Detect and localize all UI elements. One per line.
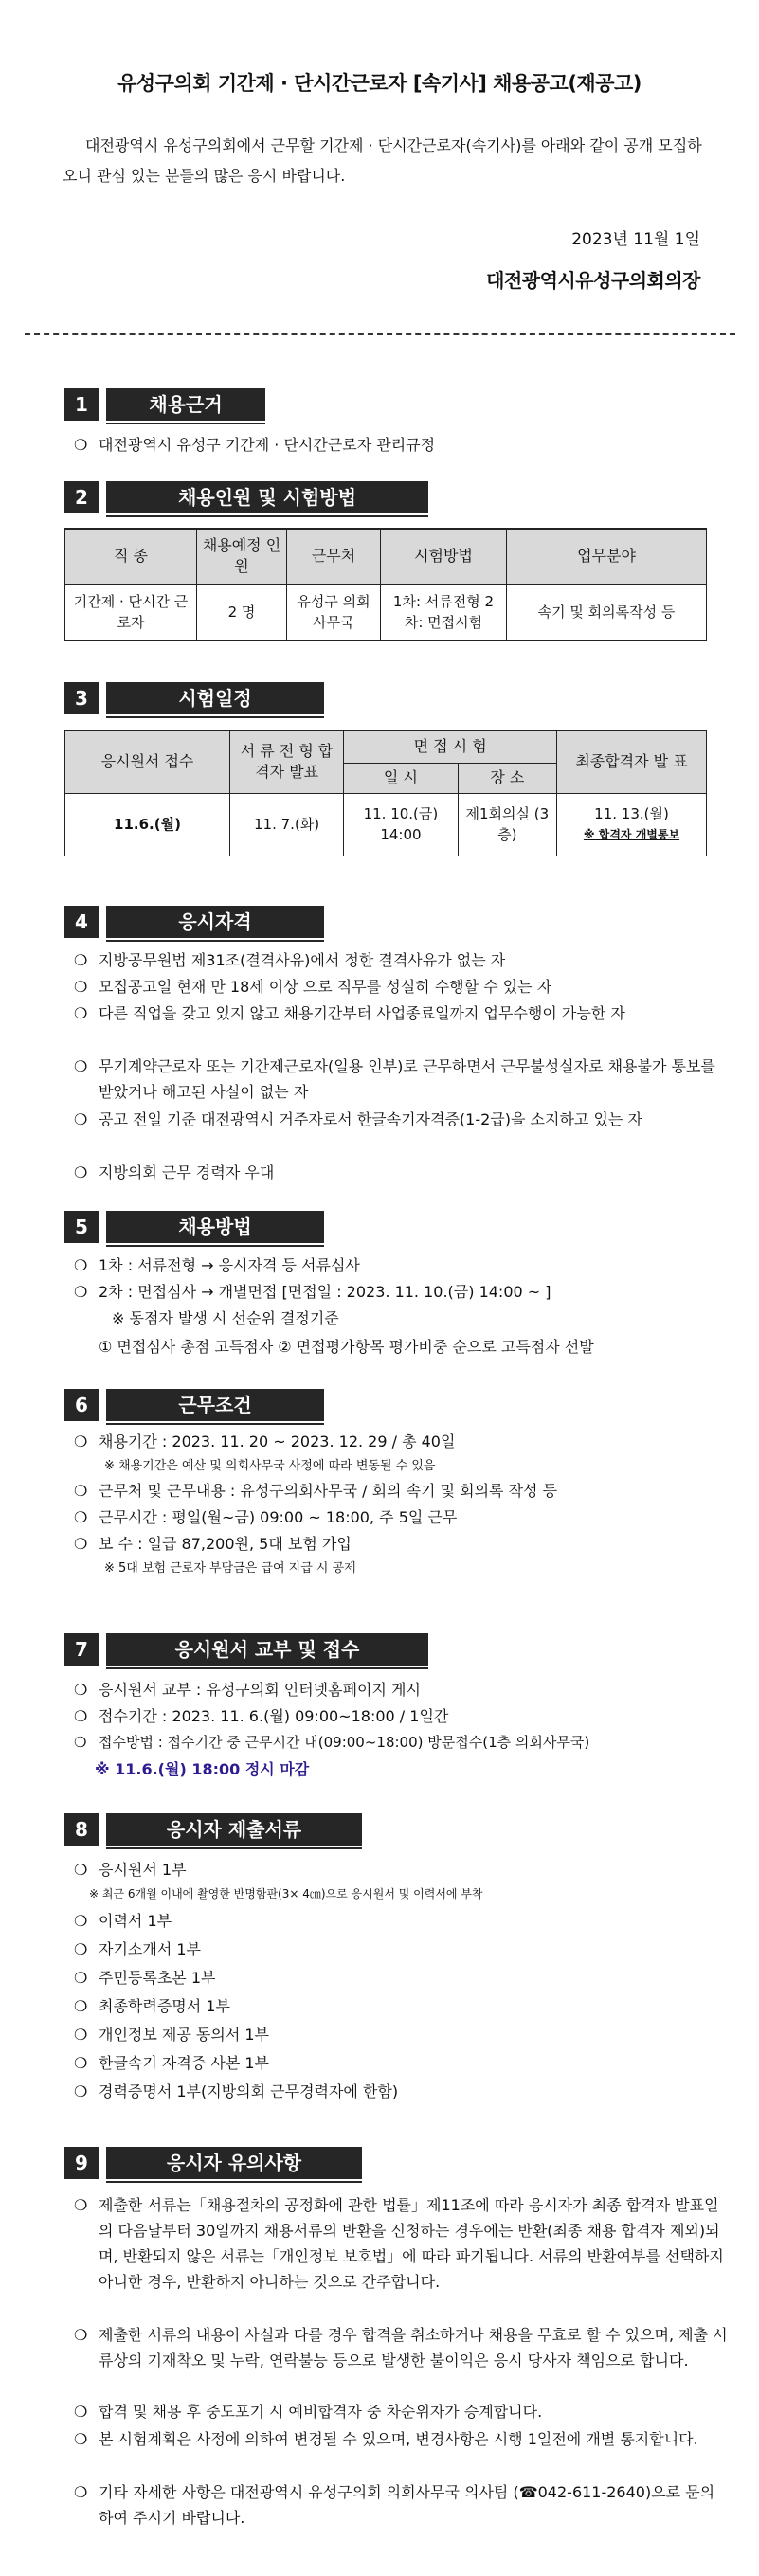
bullet-icon: ❍ [74,1057,88,1075]
section-title: 채용인원 및 시험방법 [106,481,428,513]
list-item: ❍ 모집공고일 현재 만 18세 이상 으로 직무를 성실히 수행할 수 있는 자 [74,974,728,1000]
bullet-icon: ❍ [74,1681,88,1699]
bullet-icon: ❍ [74,1734,87,1751]
table-cell: 유성구 의회사무국 [287,584,381,640]
list-item: ❍ 접수기간 : 2023. 11. 6.(월) 09:00~18:00 / 1일간 [74,1703,728,1729]
list-item: ❍ 채용기간 : 2023. 11. 20 ~ 2023. 12. 29 / 총 40일 [74,1429,728,1454]
list-item: ❍ 본 시험계획은 사정에 의하여 변경될 수 있으며, 변경사항은 시행 1일전에 개별 통지합니다. [74,2426,728,2452]
bullet-icon: ❍ [74,1432,88,1450]
section-title: 응시원서 교부 및 접수 [106,1633,428,1666]
bullet-icon: ❍ [74,1861,88,1879]
announcement-date: 2023년 11월 1일 [571,230,700,249]
table-header: 시험방법 [381,529,507,584]
schedule-table [64,730,707,856]
table-cell: 11.6.(월) [65,793,230,856]
bullet-icon: ❍ [74,1912,88,1930]
bullet-icon: ❍ [74,1482,88,1500]
section-title: 응시자 유의사항 [106,2147,362,2179]
section-number: 5 [64,1211,99,1243]
list-item: ❍ 제출한 서류의 내용이 사실과 다를 경우 합격을 취소하거나 채용을 무효로 할 수 있으며, 제출 서류상의 기재착오 및 누락, 연락불능 등으로 발생한 불이익은 응시 당사자 책임으로 합니다. [74,2322,728,2373]
list-item: ❍ 근무처 및 근무내용 : 유성구의회사무국 / 회의 속기 및 회의록 작성 등 [74,1478,728,1504]
section-number: 1 [64,388,99,421]
note-text: ※ 최근 6개월 이내에 촬영한 반명함판(3× 4㎝)으로 응시원서 및 이력서에 부착 [89,1887,483,1900]
table-cell: 2 명 [197,584,287,640]
bullet-icon: ❍ [74,1283,88,1301]
list-item: ❍ 제출한 서류는「채용절차의 공정화에 관한 법률」제11조에 따라 응시자가 최종 합격자 발표일의 다음날부터 30일까지 채용서류의 반환을 신청하는 경우에는 반환(최종 채용 합격자 제외)되며, 반환되지 않은 서류는「개인정보 보호법」에 따라 파기됩니다. 서류의 반환여부를 선택하지 아니한 경우, 반환하지 아니하는 것으로 간주합니다. [74,2192,728,2295]
bullet-icon: ❍ [74,978,88,996]
table-header: 응시원서 접수 [65,730,230,793]
table-cell: 11. 7.(화) [229,793,343,856]
recruitment-table [64,528,707,641]
final-notice-note: ※ 합격자 개별통보 [583,828,680,841]
list-item: ❍ 개인정보 제공 동의서 1부 [74,2022,728,2047]
bullet-icon: ❍ [74,2483,88,2501]
deadline-notice: ※ 11.6.(월) 18:00 정시 마감 [95,1760,310,1778]
intro-text: 대전광역시 유성구의회에서 근무할 기간제 · 단시간근로자(속기사)를 아래와 같이 공개 모집하오니 관심 있는 분들의 많은 응시 바랍니다. [63,136,702,185]
list-item: ❍ 기타 자세한 사항은 대전광역시 유성구의회 의회사무국 의사팀 (☎042-611-2640)으로 문의하여 주시기 바랍니다. [74,2479,728,2531]
section-number: 7 [64,1633,99,1666]
list-item: ❍ 지방의회 근무 경력자 우대 [74,1160,728,1185]
table-cell: 속기 및 회의록작성 등 [507,584,707,640]
table-row [65,584,707,640]
tiebreak-criteria: ① 면접심사 총점 고득점자 ② 면접평가항목 평가비중 순으로 고득점자 선발 [99,1338,594,1356]
list-item: ❍ 주민등록초본 1부 [74,1965,728,1991]
list-item: ❍ 경력증명서 1부(지방의회 근무경력자에 한함) [74,2079,728,2104]
list-item: ❍ 다른 직업을 갖고 있지 않고 채용기간부터 사업종료일까지 업무수행이 가능한 자 [74,1000,728,1026]
list-item: ❍ 지방공무원법 제31조(결격사유)에서 정한 결격사유가 없는 자 [74,947,728,973]
list-item: ❍ 대전광역시 유성구 기간제 · 단시간근로자 관리규정 [74,432,728,458]
bullet-icon: ❍ [74,1256,88,1274]
section-number: 9 [64,2147,99,2179]
section-number: 2 [64,481,99,513]
bullet-icon: ❍ [74,1997,88,2015]
list-item: ❍ 이력서 1부 [74,1908,728,1934]
list-item: ❍ 최종학력증명서 1부 [74,1993,728,2019]
bullet-icon: ❍ [74,2196,88,2214]
bullet-icon: ❍ [74,1163,88,1181]
list-item: ❍ 공고 전일 기준 대전광역시 거주자로서 한글속기자격증(1-2급)을 소지하고 있는 자 [74,1107,728,1132]
list-item: ❍ 응시원서 교부 : 유성구의회 인터넷홈페이지 게시 [74,1677,728,1702]
list-item: ❍ 합격 및 채용 후 중도포기 시 예비합격자 중 차순위자가 승계합니다. [74,2399,728,2424]
bullet-icon: ❍ [74,2026,88,2044]
table-header: 채용예정 인 원 [197,529,287,584]
section-title: 응시자 제출서류 [106,1813,362,1846]
note-text: ※ 5대 보험 근로자 부담금은 급여 지급 시 공제 [104,1561,356,1576]
bullet-icon: ❍ [74,1110,88,1128]
list-item: ❍ 한글속기 자격증 사본 1부 [74,2050,728,2076]
bullet-icon: ❍ [74,1535,88,1553]
table-cell: 1차: 서류전형 2차: 면접시험 [381,584,507,640]
table-header: 면 접 시 험 [344,730,557,763]
table-header: 업무분야 [507,529,707,584]
bullet-icon: ❍ [74,951,88,969]
table-cell: 기간제 · 단시간 근로자 [65,584,197,640]
tiebreak-note: ※ 동점자 발생 시 선순위 결정기준 [112,1309,339,1327]
table-cell: 제1회의실 (3층) [458,793,556,856]
bullet-icon: ❍ [74,1707,88,1725]
table-header: 근무처 [287,529,381,584]
note-text: ※ 채용기간은 예산 및 의회사무국 사정에 따라 변동될 수 있음 [104,1459,436,1473]
section-number: 8 [64,1813,99,1846]
table-header: 직 종 [65,529,197,584]
list-item: ❍ 1차 : 서류전형 → 응시자격 등 서류심사 [74,1252,728,1278]
bullet-icon: ❍ [74,1508,88,1526]
list-item: ❍ 근무시간 : 평일(월~금) 09:00 ~ 18:00, 주 5일 근무 [74,1504,728,1530]
section-title: 응시자격 [106,906,324,938]
list-item: ❍ 무기계약근로자 또는 기간제근로자(일용 인부)로 근무하면서 근무불성실자로 채용불가 통보를 받았거나 해고된 사실이 없는 자 [74,1054,728,1105]
table-header: 일 시 [344,763,458,793]
list-item: ❍ 보 수 : 일급 87,200원, 5대 보험 가입 [74,1531,728,1557]
section-title: 근무조건 [106,1389,324,1421]
section-number: 6 [64,1389,99,1421]
section-number: 4 [64,906,99,938]
table-cell: 11. 13.(월) ※ 합격자 개별통보 [557,793,707,856]
bullet-icon: ❍ [74,1940,88,1958]
table-cell: 11. 10.(금) 14:00 [344,793,458,856]
bullet-icon: ❍ [74,2403,88,2421]
section-title: 채용근거 [106,388,265,421]
bullet-icon: ❍ [74,2082,88,2100]
list-item: ❍ 자기소개서 1부 [74,1937,728,1962]
dashed-divider [25,333,735,335]
section-title: 채용방법 [106,1211,324,1243]
table-row [65,793,707,856]
bullet-icon: ❍ [74,1969,88,1987]
section-title: 시험일정 [106,682,324,714]
list-item: ❍ 2차 : 면접심사 → 개별면접 [면접일 : 2023. 11. 10.(금) 14:00 ~ ] [74,1279,728,1305]
table-header: 서 류 전 형 합격자 발표 [229,730,343,793]
list-item: ❍ 접수방법 : 접수기간 중 근무시간 내(09:00~18:00) 방문접수(1층 의회사무국) [74,1730,728,1756]
bullet-icon: ❍ [74,436,88,454]
section-number: 3 [64,682,99,714]
bullet-icon: ❍ [74,2054,88,2072]
list-item: ❍ 응시원서 1부 [74,1857,728,1882]
bullet-icon: ❍ [74,2326,88,2344]
page-title: 유성구의회 기간제 · 단시간근로자 [속기사] 채용공고(재공고) [117,72,642,95]
table-header: 장 소 [458,763,556,793]
table-header: 최종합격자 발 표 [557,730,707,793]
issuer-name: 대전광역시유성구의회의장 [486,269,700,292]
bullet-icon: ❍ [74,1004,88,1022]
bullet-icon: ❍ [74,2430,88,2448]
